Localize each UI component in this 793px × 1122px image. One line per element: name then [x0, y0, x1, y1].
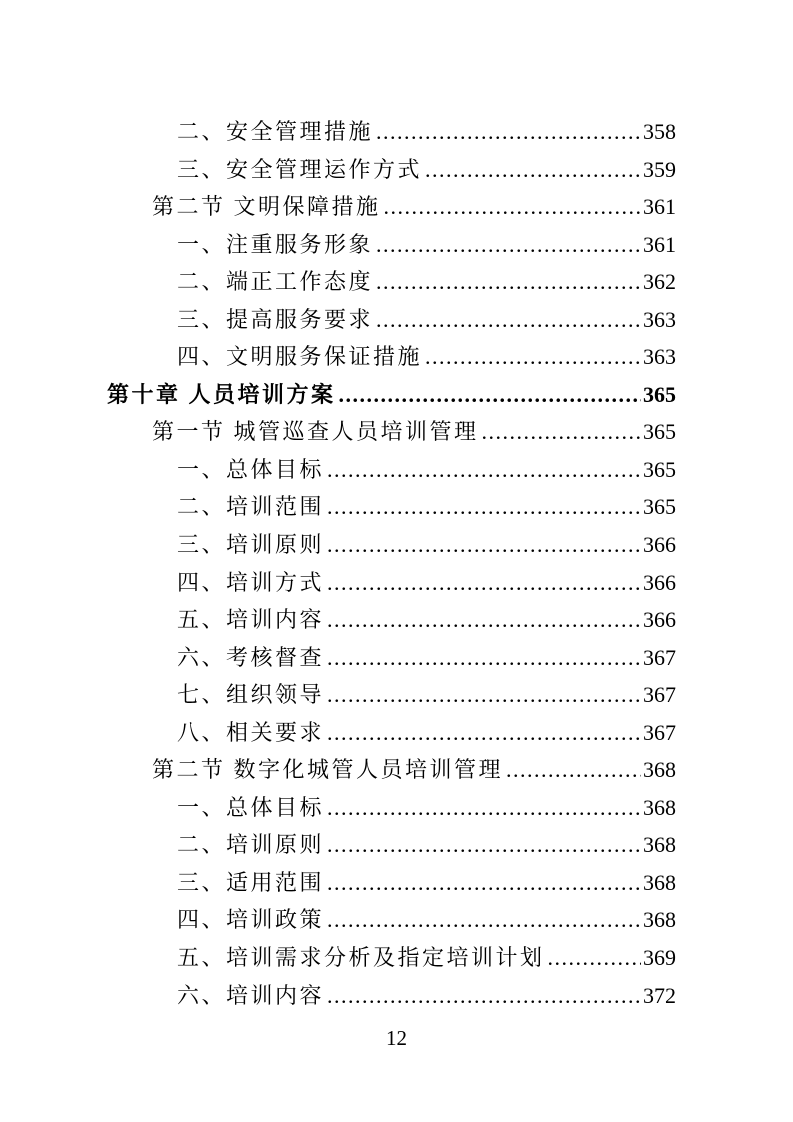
toc-entry[interactable] [107, 523, 676, 561]
dot-leader [327, 682, 641, 708]
toc-entry-label: 第十章 人员培训方案 [107, 381, 336, 407]
toc-entry[interactable] [107, 110, 676, 148]
toc-entry-page-number: 368 [643, 907, 676, 933]
toc-entry-label: 五、培训内容 [177, 607, 325, 633]
toc-entry[interactable] [107, 185, 676, 223]
dot-leader [376, 232, 641, 258]
toc-entry[interactable] [107, 485, 676, 523]
dot-leader [425, 344, 641, 370]
dot-leader [425, 157, 641, 183]
toc-entry-label: 一、总体目标 [177, 456, 325, 482]
dot-leader [327, 494, 641, 520]
toc-entry-label: 二、安全管理措施 [177, 119, 374, 144]
toc-entry-page-number: 363 [643, 306, 676, 332]
dot-leader [327, 720, 641, 746]
dot-leader [376, 119, 641, 145]
toc-entry[interactable] [107, 561, 676, 599]
toc-entry-page-number: 363 [643, 344, 676, 370]
toc-entry[interactable] [107, 636, 676, 674]
dot-leader [327, 645, 641, 671]
toc-entry-page-number: 369 [643, 945, 676, 971]
toc-entry-page-number: 368 [643, 757, 676, 783]
toc-entry[interactable] [107, 448, 676, 486]
toc-entry-label: 二、培训原则 [177, 832, 325, 858]
dot-leader [327, 832, 641, 858]
toc-entry[interactable] [107, 673, 676, 711]
toc-entry-page-number: 361 [643, 231, 676, 257]
toc-entry[interactable] [107, 711, 676, 749]
toc-entry[interactable] [107, 260, 676, 298]
dot-leader [327, 457, 641, 483]
toc-entry[interactable] [107, 898, 676, 936]
toc-entry-label: 四、培训方式 [177, 569, 325, 595]
toc-entry-label: 二、端正工作态度 [177, 269, 374, 295]
toc-entry[interactable] [107, 823, 676, 861]
toc-entry-label: 三、培训原则 [177, 532, 325, 558]
toc-entry-page-number: 368 [643, 794, 676, 820]
dot-leader [327, 907, 641, 933]
toc-entry-label: 六、培训内容 [177, 982, 325, 1008]
dot-leader [482, 419, 641, 445]
dot-leader [376, 269, 641, 295]
dot-leader [339, 382, 641, 408]
toc-entry-label: 七、组织领导 [177, 682, 325, 708]
toc-entry-label: 一、注重服务形象 [177, 231, 374, 257]
toc-entry-page-number: 365 [643, 419, 676, 445]
page-footer [0, 1026, 793, 1051]
dot-leader [327, 607, 641, 633]
toc-entry[interactable] [107, 786, 676, 824]
toc-entry[interactable] [107, 148, 676, 186]
toc-entry-page-number: 368 [643, 869, 676, 895]
toc-entry-page-number: 359 [643, 156, 676, 182]
toc-entry-label: 二、培训范围 [177, 494, 325, 520]
toc-entry-page-number: 365 [643, 494, 676, 520]
toc-entry-page-number: 367 [643, 719, 676, 745]
toc-entry[interactable] [107, 936, 676, 974]
toc-entry-page-number: 368 [643, 832, 676, 858]
toc-entry[interactable] [107, 974, 676, 1012]
toc-entry[interactable] [107, 410, 676, 448]
page-number: 12 [386, 1026, 407, 1050]
toc-entry-page-number: 372 [643, 982, 676, 1008]
toc-entry-label: 三、安全管理运作方式 [177, 156, 423, 182]
toc-entry[interactable] [107, 298, 676, 336]
toc-entry-label: 六、考核督查 [177, 644, 325, 670]
dot-leader [384, 194, 641, 220]
toc-entry-page-number: 366 [643, 569, 676, 595]
toc-entry-page-number: 365 [643, 381, 676, 407]
toc-entry-page-number: 366 [643, 532, 676, 558]
toc-entry-page-number: 365 [643, 456, 676, 482]
toc-entry-label: 一、总体目标 [177, 794, 325, 820]
toc-entry-label: 第二节 数字化城管人员培训管理 [152, 757, 504, 783]
table-of-contents [107, 110, 676, 1011]
toc-entry-label: 第二节 文明保障措施 [152, 194, 381, 220]
toc-entry-page-number: 362 [643, 269, 676, 295]
toc-entry-label: 第一节 城管巡查人员培训管理 [152, 419, 479, 445]
toc-entry[interactable] [107, 598, 676, 636]
dot-leader [327, 983, 641, 1009]
toc-entry[interactable] [107, 335, 676, 373]
dot-leader [327, 795, 641, 821]
toc-entry-page-number: 367 [643, 682, 676, 708]
dot-leader [548, 945, 641, 971]
dot-leader [327, 532, 641, 558]
toc-entry-label: 四、文明服务保证措施 [177, 344, 423, 370]
toc-entry[interactable] [107, 223, 676, 261]
toc-entry-label: 八、相关要求 [177, 719, 325, 745]
dot-leader [327, 570, 641, 596]
dot-leader [506, 757, 641, 783]
toc-entry-label: 三、提高服务要求 [177, 306, 374, 332]
toc-entry[interactable] [107, 748, 676, 786]
toc-entry[interactable] [107, 861, 676, 899]
toc-entry-page-number: 358 [643, 119, 676, 144]
toc-entry-page-number: 367 [643, 644, 676, 670]
toc-entry-page-number: 361 [643, 194, 676, 220]
toc-entry-label: 三、适用范围 [177, 869, 325, 895]
toc-entry[interactable] [107, 373, 676, 411]
toc-entry-page-number: 366 [643, 607, 676, 633]
dot-leader [376, 307, 641, 333]
dot-leader [327, 870, 641, 896]
toc-entry-label: 五、培训需求分析及指定培训计划 [177, 945, 545, 971]
toc-entry-label: 四、培训政策 [177, 907, 325, 933]
